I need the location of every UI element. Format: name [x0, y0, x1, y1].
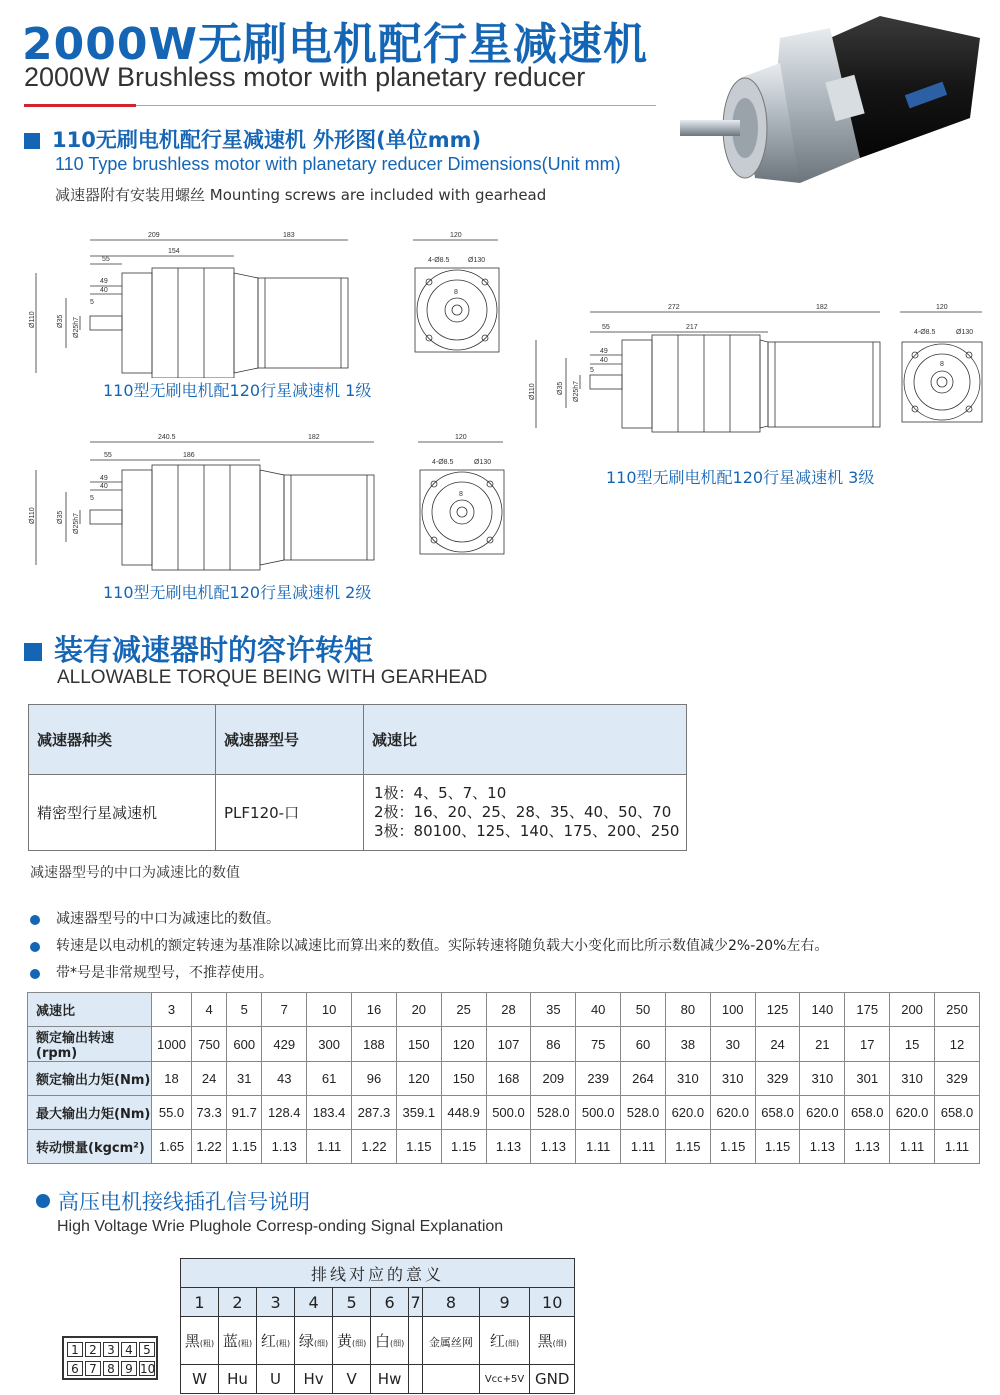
- table-cell: 600: [227, 1027, 262, 1062]
- dim-holes: 4-Ø8.5: [432, 459, 454, 466]
- pin-number: 8: [423, 1288, 480, 1317]
- torque-heading: 装有减速器时的容许转矩: [24, 628, 373, 669]
- dim-motor: 182: [816, 304, 828, 311]
- table-cell: 1.65: [152, 1130, 192, 1164]
- square-bullet-icon: [24, 133, 40, 149]
- pin-number: 3: [257, 1288, 295, 1317]
- table-cell: 20: [396, 993, 441, 1027]
- connector-pin: 2: [85, 1342, 101, 1357]
- title-divider: [136, 105, 656, 106]
- wire-gauge: (细): [313, 1339, 329, 1348]
- table-cell: 658.0: [845, 1096, 890, 1130]
- drawing-3-caption: 110型无刷电机配120行星减速机 3级: [606, 468, 875, 487]
- drawing-3-stage: [528, 300, 988, 440]
- table-cell: 239: [576, 1062, 621, 1096]
- dim-d110: Ø110: [29, 507, 36, 524]
- dim-d110: Ø110: [529, 383, 536, 400]
- signal-name: Hw: [371, 1365, 409, 1394]
- table-cell: 140: [800, 993, 845, 1027]
- dim-flange: 120: [455, 434, 467, 441]
- table-cell: 1.15: [710, 1130, 755, 1164]
- wire-gauge: (细): [552, 1339, 567, 1348]
- table-cell: 31: [227, 1062, 262, 1096]
- table-cell: 188: [352, 1027, 397, 1062]
- table-cell: 287.3: [352, 1096, 397, 1130]
- dimensions-heading-en: 110 Type brushless motor with planetary reducer Dimensions(Unit mm): [55, 154, 621, 174]
- signal-name: Vcc+5V: [479, 1365, 530, 1394]
- pin-number: 7: [409, 1288, 423, 1317]
- dim-55: 55: [102, 256, 110, 263]
- table-cell: 5: [227, 993, 262, 1027]
- table-cell: 1.13: [845, 1130, 890, 1164]
- signal-name: [423, 1365, 480, 1394]
- wire-color: [371, 1317, 409, 1365]
- dim-key: 8: [459, 491, 463, 498]
- table-row: [28, 1062, 980, 1096]
- page-subtitle: 2000W Brushless motor with planetary reducer: [24, 62, 586, 92]
- table-cell: 96: [352, 1062, 397, 1096]
- wiring-table-header: 排线对应的意义: [181, 1259, 575, 1288]
- table-cell: 1.13: [531, 1130, 576, 1164]
- table-cell: 24: [192, 1062, 227, 1096]
- connector-pin: 3: [103, 1342, 119, 1357]
- ratio-stage-2: 2极：16、20、25、28、35、40、50、70: [374, 803, 672, 821]
- bullet-icon: [30, 942, 40, 952]
- pin-number: 6: [371, 1288, 409, 1317]
- table-cell: 620.0: [800, 1096, 845, 1130]
- square-bullet-icon: [24, 643, 42, 661]
- dim-40: 40: [600, 357, 608, 364]
- table-cell: 50: [621, 993, 666, 1027]
- dim-holes: 4-Ø8.5: [914, 329, 936, 336]
- table-cell: 168: [486, 1062, 531, 1096]
- wire-color-name: 白: [374, 1332, 390, 1350]
- header-model: 减速器型号: [216, 705, 364, 775]
- dim-body: 217: [686, 324, 698, 331]
- table-cell: 40: [576, 993, 621, 1027]
- wire-color-name: 金属丝网: [428, 1335, 473, 1349]
- wire-color: [479, 1317, 530, 1365]
- table-cell: 310: [800, 1062, 845, 1096]
- table-cell: 528.0: [531, 1096, 576, 1130]
- table-cell: 1.11: [621, 1130, 666, 1164]
- table-cell: 24: [755, 1027, 800, 1062]
- table-cell: 91.7: [227, 1096, 262, 1130]
- row-label: 额定输出转速(rpm): [28, 1027, 152, 1062]
- list-item: 转速是以电动机的额定转速为基准除以减速比而算出来的数值。实际转速将随负载大小变化而比所示数值减少2%-20%左右。: [30, 933, 828, 960]
- wiring-heading-en: High Voltage Wrie Plughole Corresp-onding Signal Explanation: [57, 1218, 504, 1235]
- wire-gauge: (粗): [237, 1339, 253, 1348]
- table-cell: 18: [152, 1062, 192, 1096]
- list-item: 减速器型号的中口为减速比的数值。: [30, 906, 828, 933]
- ratio-stage-3: 3极：80100、125、140、175、200、250: [374, 822, 680, 840]
- table-cell: 250: [935, 993, 980, 1027]
- signal-name: GND: [530, 1365, 575, 1394]
- table-cell: 310: [665, 1062, 710, 1096]
- table-cell: 750: [192, 1027, 227, 1062]
- wire-color: [181, 1317, 219, 1365]
- table-cell: 80: [665, 993, 710, 1027]
- dim-flange: 120: [936, 304, 948, 311]
- table-cell: 620.0: [890, 1096, 935, 1130]
- cell-ratios: [364, 775, 687, 851]
- table-cell: 3: [152, 993, 192, 1027]
- table-cell: 21: [800, 1027, 845, 1062]
- wiring-table: [180, 1258, 575, 1394]
- wire-color-name: 黄: [336, 1332, 352, 1350]
- dim-pcd: Ø130: [474, 459, 492, 466]
- table-cell: 107: [486, 1027, 531, 1062]
- dim-40: 40: [100, 483, 108, 490]
- table-cell: 55.0: [152, 1096, 192, 1130]
- wire-color-name: 蓝: [222, 1332, 238, 1350]
- table-cell: 300: [307, 1027, 352, 1062]
- table-cell: 10: [307, 993, 352, 1027]
- dim-holes: 4-Ø8.5: [428, 257, 450, 264]
- wire-color-name: 黑: [184, 1332, 200, 1350]
- motor-product-photo: [680, 8, 990, 188]
- table-cell: 1.13: [800, 1130, 845, 1164]
- row-label: 减速比: [28, 993, 152, 1027]
- dim-total: 272: [668, 304, 680, 311]
- wire-color-name: 黑: [537, 1332, 553, 1350]
- cell-type: 精密型行星减速机: [29, 775, 216, 851]
- dim-flange: 120: [450, 232, 462, 239]
- dim-d35: Ø35: [557, 381, 564, 395]
- signal-name: Hv: [295, 1365, 333, 1394]
- table-cell: 125: [755, 993, 800, 1027]
- table-cell: 128.4: [262, 1096, 307, 1130]
- table-row: [28, 1130, 980, 1164]
- bullet-icon: [30, 915, 40, 925]
- table-cell: 658.0: [935, 1096, 980, 1130]
- table-cell: 500.0: [486, 1096, 531, 1130]
- table-cell: 38: [665, 1027, 710, 1062]
- table-row: [28, 1096, 980, 1130]
- table-cell: 329: [755, 1062, 800, 1096]
- table-cell: 1.15: [227, 1130, 262, 1164]
- table-cell: 500.0: [576, 1096, 621, 1130]
- table-cell: 60: [621, 1027, 666, 1062]
- table-cell: 429: [262, 1027, 307, 1062]
- table-row: [28, 1027, 980, 1062]
- dim-55: 55: [104, 452, 112, 459]
- dim-d35: Ø35: [57, 510, 64, 524]
- table-cell: 658.0: [755, 1096, 800, 1130]
- table-cell: 1.15: [441, 1130, 486, 1164]
- dim-pcd: Ø130: [956, 329, 974, 336]
- wire-gauge: (细): [351, 1339, 367, 1348]
- dim-key: 8: [940, 361, 944, 368]
- gearhead-type-table: [28, 704, 687, 851]
- dim-d110: Ø110: [29, 311, 36, 328]
- table-cell: 1.22: [352, 1130, 397, 1164]
- table-cell: 17: [845, 1027, 890, 1062]
- header-type: 减速器种类: [29, 705, 216, 775]
- signal-name: [409, 1365, 423, 1394]
- dimensions-heading: 110无刷电机配行星减速机 外形图(单位mm): [24, 124, 481, 154]
- table-cell: 200: [890, 993, 935, 1027]
- wire-color: [219, 1317, 257, 1365]
- table-cell: 310: [710, 1062, 755, 1096]
- wire-gauge: (细): [504, 1339, 520, 1348]
- pin-number: 10: [530, 1288, 575, 1317]
- dim-5: 5: [90, 299, 94, 306]
- bullet-icon: [36, 1194, 50, 1208]
- table-cell: 12: [935, 1027, 980, 1062]
- table-cell: 25: [441, 993, 486, 1027]
- dim-d35: Ø35: [57, 314, 64, 328]
- bullet-icon: [30, 969, 40, 979]
- table-cell: 1.15: [396, 1130, 441, 1164]
- wire-color-name: 绿: [298, 1332, 314, 1350]
- dim-total: 240.5: [158, 434, 176, 441]
- dim-d25: Ø25h7: [73, 316, 80, 338]
- signal-name: U: [257, 1365, 295, 1394]
- table-cell: 620.0: [665, 1096, 710, 1130]
- row-label: 额定输出力矩(Nm): [28, 1062, 152, 1096]
- ratio-stage-1: 1极：4、5、7、10: [374, 784, 507, 802]
- wire-color: [409, 1317, 423, 1365]
- wire-color-name: 红: [260, 1332, 276, 1350]
- connector-pin: 10: [140, 1362, 156, 1376]
- pin-number: 9: [479, 1288, 530, 1317]
- dim-body: 154: [168, 248, 180, 255]
- table-cell: 30: [710, 1027, 755, 1062]
- page-title: 2000W无刷电机配行星减速机: [22, 19, 648, 70]
- dim-d25: Ø25h7: [573, 380, 580, 402]
- connector-pin: 1: [67, 1342, 83, 1357]
- table-cell: 100: [710, 993, 755, 1027]
- table-cell: 1.15: [665, 1130, 710, 1164]
- table-cell: 310: [890, 1062, 935, 1096]
- dim-5: 5: [590, 367, 594, 374]
- dim-55: 55: [602, 324, 610, 331]
- wire-color: [295, 1317, 333, 1365]
- pin-number: 5: [333, 1288, 371, 1317]
- dim-key: 8: [454, 289, 458, 296]
- table-cell: 264: [621, 1062, 666, 1096]
- table-cell: 183.4: [307, 1096, 352, 1130]
- connector-pin: 4: [121, 1342, 137, 1357]
- table-cell: 75: [576, 1027, 621, 1062]
- drawing-2-stage: [28, 430, 508, 580]
- signal-name: Hu: [219, 1365, 257, 1394]
- wire-gauge: (粗): [275, 1339, 291, 1348]
- list-item: 带*号是非常规型号，不推荐使用。: [30, 960, 828, 987]
- model-note: 减速器型号的中口为减速比的数值: [30, 865, 240, 881]
- dim-49: 49: [600, 348, 608, 355]
- table-cell: 448.9: [441, 1096, 486, 1130]
- table-cell: 620.0: [710, 1096, 755, 1130]
- table-cell: 175: [845, 993, 890, 1027]
- torque-heading-en: ALLOWABLE TORQUE BEING WITH GEARHEAD: [57, 667, 488, 688]
- row-label: 最大输出力矩(Nm): [28, 1096, 152, 1130]
- drawing-1-stage: [28, 228, 508, 378]
- table-cell: 16: [352, 993, 397, 1027]
- wire-color: [530, 1317, 575, 1365]
- drawing-2-caption: 110型无刷电机配120行星减速机 2级: [103, 583, 372, 602]
- table-cell: 301: [845, 1062, 890, 1096]
- dim-49: 49: [100, 278, 108, 285]
- wire-gauge: (粗): [199, 1339, 215, 1348]
- signal-name: V: [333, 1365, 371, 1394]
- table-cell: 1.13: [486, 1130, 531, 1164]
- cell-model: PLF120-口: [216, 775, 364, 851]
- dim-motor: 182: [308, 434, 320, 441]
- drawing-1-caption: 110型无刷电机配120行星减速机 1级: [103, 381, 372, 400]
- table-cell: 35: [531, 993, 576, 1027]
- dim-motor: 183: [283, 232, 295, 239]
- table-cell: 1.11: [576, 1130, 621, 1164]
- spec-table: [27, 992, 980, 1164]
- table-cell: 329: [935, 1062, 980, 1096]
- wire-gauge: (细): [389, 1339, 405, 1348]
- wire-color: [333, 1317, 371, 1365]
- table-cell: 73.3: [192, 1096, 227, 1130]
- table-cell: 28: [486, 993, 531, 1027]
- row-label: 转动惯量(kgcm²): [28, 1130, 152, 1164]
- table-cell: 120: [441, 1027, 486, 1062]
- table-cell: 1.11: [890, 1130, 935, 1164]
- signal-name: W: [181, 1365, 219, 1394]
- wire-color-name: 红: [489, 1332, 505, 1350]
- connector-pin: 9: [121, 1361, 137, 1376]
- pin-number: 2: [219, 1288, 257, 1317]
- title-accent-line: [24, 104, 136, 107]
- notes-list: [30, 906, 828, 987]
- mounting-note: 减速器附有安装用螺丝 Mounting screws are included with gearhead: [55, 186, 547, 204]
- wire-color: [257, 1317, 295, 1365]
- connector-pin: 7: [85, 1361, 101, 1376]
- table-cell: 86: [531, 1027, 576, 1062]
- table-cell: 528.0: [621, 1096, 666, 1130]
- pin-number: 1: [181, 1288, 219, 1317]
- connector-pin: 8: [103, 1361, 119, 1376]
- table-cell: 1.22: [192, 1130, 227, 1164]
- table-cell: 61: [307, 1062, 352, 1096]
- table-cell: 150: [396, 1027, 441, 1062]
- table-cell: 120: [396, 1062, 441, 1096]
- dim-d25: Ø25h7: [73, 512, 80, 534]
- table-cell: 209: [531, 1062, 576, 1096]
- table-row: [28, 993, 980, 1027]
- table-cell: 150: [441, 1062, 486, 1096]
- table-cell: 359.1: [396, 1096, 441, 1130]
- table-cell: 1.11: [307, 1130, 352, 1164]
- dim-5: 5: [90, 495, 94, 502]
- table-cell: 15: [890, 1027, 935, 1062]
- header-ratio: 减速比: [364, 705, 687, 775]
- table-cell: 1.15: [755, 1130, 800, 1164]
- table-cell: 43: [262, 1062, 307, 1096]
- table-cell: 4: [192, 993, 227, 1027]
- wiring-heading: 高压电机接线插孔信号说明: [36, 1186, 310, 1216]
- connector-pin: 5: [139, 1342, 155, 1357]
- dim-49: 49: [100, 475, 108, 482]
- dim-total: 209: [148, 232, 160, 239]
- connector-diagram: [62, 1336, 158, 1380]
- dim-40: 40: [100, 287, 108, 294]
- table-cell: 7: [262, 993, 307, 1027]
- dim-pcd: Ø130: [468, 257, 486, 264]
- connector-pin: 6: [67, 1361, 83, 1376]
- table-cell: 1.11: [935, 1130, 980, 1164]
- pin-number: 4: [295, 1288, 333, 1317]
- table-cell: 1000: [152, 1027, 192, 1062]
- wire-color: [423, 1317, 480, 1365]
- dim-body: 186: [183, 452, 195, 459]
- table-cell: 1.13: [262, 1130, 307, 1164]
